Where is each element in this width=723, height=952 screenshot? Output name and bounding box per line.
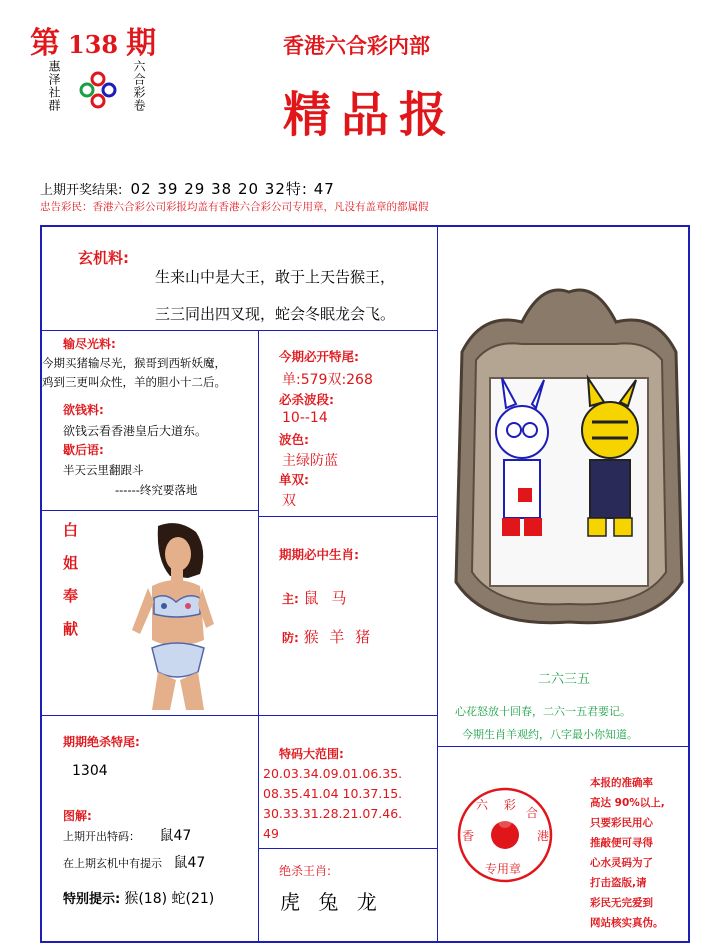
shuwei-title: 输尽光料: [63,337,116,351]
tewei-danshuang: 单:579双:268 [282,372,373,388]
sub-left-text: 惠泽社群 [47,60,61,112]
bose-title: 波色: [279,432,309,447]
tema-line2: 08.35.41.04 10.37.15. [263,786,403,801]
grid-mid-a [437,225,438,330]
banner-title: 香港六合彩内部 [283,34,430,58]
grid-h6 [437,746,689,747]
tujie-row2: 在上期玄机中有提示 鼠47 [63,855,206,871]
yuqian-title: 欲钱料: [63,403,104,417]
xuanji-line2: 三三同出四叉现，蛇会冬眠龙会飞。 [155,305,396,323]
yuqian-line1: 欲钱云看香港皇后大道东。 [63,424,208,438]
result-label: 上期开奖结果: [40,183,123,198]
xuanji-title: 玄机料: [78,249,129,267]
logo-circles [78,70,118,110]
sub-right-text: 六合彩卷 [132,60,146,112]
juesha-title: 期期绝杀特尾: [63,735,140,749]
danshuang-title: 单双: [279,472,309,487]
xiehouyu-line1: 半天云里翻跟斗 [63,463,144,477]
result-numbers: 02 39 29 38 20 32特: 47 [130,180,335,198]
shuwei-line1: 今期买猪输尽光，猴哥到西斩妖魔， [42,356,226,370]
shengxiao-fang: 防: 猴 羊 猪 [282,628,374,646]
grid-v-left [258,330,259,942]
juesha-value: 1304 [72,763,108,779]
framed-cartoon [452,282,686,638]
shuwei-line2: 鸡到三更叫众性，羊的胆小十二后。 [42,375,226,389]
issue-label: 第 138 期 [30,26,157,61]
shengxiao-title: 期期必中生肖: [279,547,359,562]
frame-poem1: 心花怒放十回春，二六一五君要记。 [455,705,631,718]
danshuang-value: 双 [282,493,296,509]
tujie-title: 图解: [63,809,92,823]
seal-top: 六 彩 [476,798,522,812]
grid-left [40,225,42,943]
tema-line3: 30.33.31.28.21.07.46. [263,806,403,821]
bosha-title: 必杀波段: [279,392,334,407]
result-row [40,178,335,199]
seal-left: 香 [462,829,475,843]
banner-main: 精品报 [283,87,458,143]
shawang-title: 绝杀王肖: [279,864,332,878]
grid-h3 [258,516,438,517]
grid-top [40,225,690,227]
grid-h5 [258,848,438,849]
grid-h1 [40,330,438,331]
frame-poem2: 今期生肖羊观约，八字最小你知道。 [462,728,638,741]
seal-bottom: 专用章 [485,862,522,876]
shengxiao-main: 主: 鼠 马 [282,589,351,607]
tewei-title: 今期必开特尾: [279,349,359,364]
tujie-tip: 特别提示: 猴(18) 蛇(21) [63,891,215,907]
seal-right: 港 [537,829,550,843]
grid-h4 [40,715,438,716]
bijie-title: 白姐奉献 [61,522,79,654]
xiehouyu-title: 歇后语: [63,443,104,457]
tujie-row1: 上期开出特码： 鼠47 [63,828,192,844]
sidenote: 本报的准确率 高达 90%以上, 只要彩民用心 推敲便可寻得 心水灵码为了 打击盗版,请 彩民无完爱到 网站核实真伪。 [590,777,665,929]
tema-title: 特码大范围: [279,747,344,761]
result-notice: 忠告彩民：香港六合彩公司彩报均盖有香港六合彩公司专用章，凡没有盖章的都属假 [40,201,429,213]
grid-right [688,225,690,943]
xiehouyu-line2: ------终究要落地 [115,483,198,497]
model-photo [118,520,218,710]
bosha-value: 10--14 [282,410,328,426]
frame-caption: 二六三五 [538,672,591,687]
tema-line1: 20.03.34.09.01.06.35. [263,766,403,781]
seal-top-right: 合 [526,806,539,820]
xuanji-line1: 生来山中是大王，敢于上天告猴王， [155,268,396,286]
shawang-value: 虎 兔 龙 [280,890,383,914]
bose-value: 主绿防蓝 [282,453,338,469]
grid-mid-b [437,330,438,942]
grid-bottom [40,941,690,943]
tema-line4: 49 [263,826,279,841]
grid-h2 [40,510,258,511]
